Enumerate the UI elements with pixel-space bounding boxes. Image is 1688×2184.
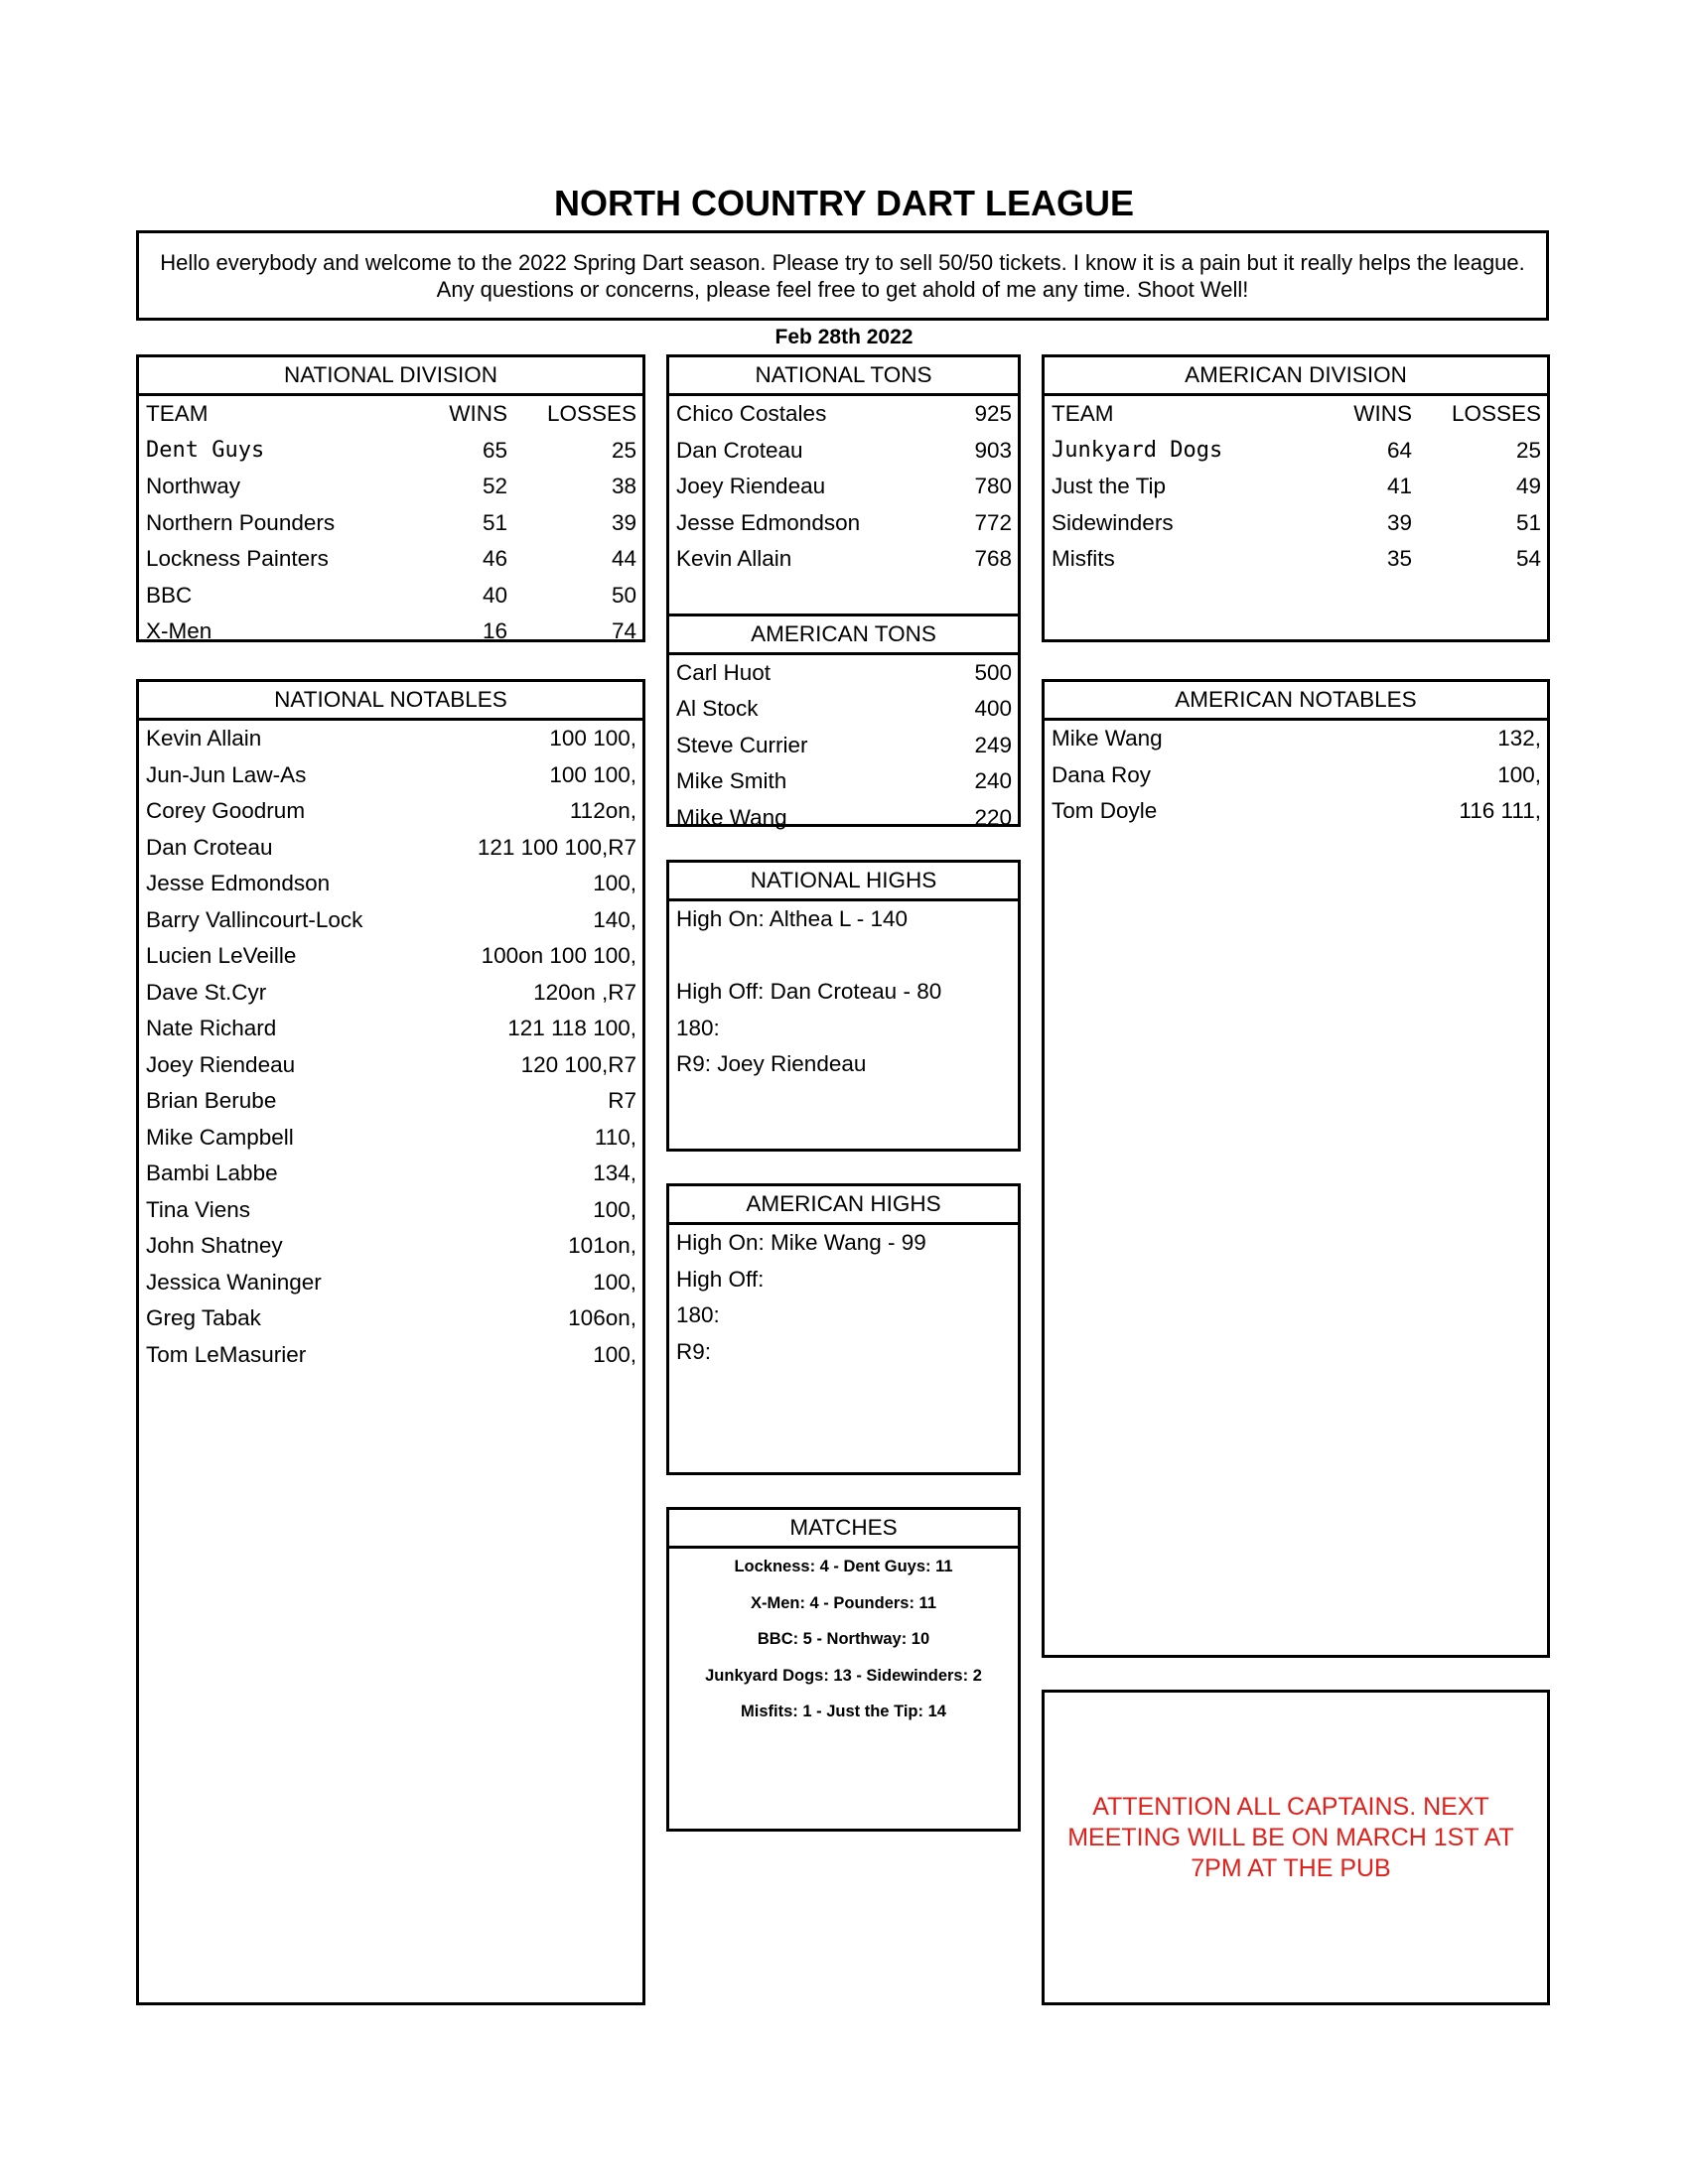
table-row [139,614,642,650]
american-division-columns [1045,396,1547,433]
team-losses: 51 [1515,509,1541,535]
col-wins: WINS [1353,401,1412,426]
team-name: Dent Guys [146,437,265,463]
player-name: Mike Wang [676,804,787,830]
ton-count: 903 [974,437,1012,463]
player-name: Al Stock [676,696,759,721]
list-item [669,691,1018,728]
team-name: Junkyard Dogs [1052,437,1223,463]
team-name: Sidewinders [1052,509,1174,535]
american-highs-header: AMERICAN HIGHS [669,1186,1018,1225]
team-wins: 52 [482,474,507,498]
player-name: Tom Doyle [1052,798,1158,823]
attention-notice: ATTENTION ALL CAPTAINS. NEXT MEETING WILL BE ON MARCH 1ST AT 7PM AT THE PUB [1067,1793,1514,1882]
notable-value: 140, [593,906,636,932]
player-name: Mike Smith [676,768,787,793]
list-item [1045,721,1547,757]
player-name: Tom LeMasurier [146,1341,307,1367]
high-r9: R9: [676,1338,712,1364]
team-wins: 46 [482,546,507,571]
list-item [139,721,642,757]
list-item [139,1337,642,1374]
list-item [139,902,642,939]
player-name: Dave St.Cyr [146,979,267,1005]
team-name: Just the Tip [1052,474,1167,498]
player-name: Greg Tabak [146,1305,261,1330]
col-losses: LOSSES [1451,401,1541,426]
notable-value: R7 [608,1088,636,1113]
high-off: High Off: [676,1266,765,1292]
list-item [139,1192,642,1229]
high-180: 180: [676,1015,720,1040]
team-wins: 40 [482,582,507,608]
table-row [139,433,642,470]
table-row [1045,505,1547,542]
team-wins: 51 [482,509,507,535]
player-name: Jessica Waninger [146,1269,322,1295]
player-name: Chico Costales [676,401,827,426]
page-title: NORTH COUNTRY DART LEAGUE [554,183,1134,223]
player-name: Tina Viens [146,1196,251,1222]
list-item [669,800,1018,837]
table-row [139,578,642,614]
list-item [139,1120,642,1157]
national-notables-header: NATIONAL NOTABLES [139,682,642,721]
national-highs-header: NATIONAL HIGHS [669,863,1018,901]
notable-value: 106on, [568,1305,636,1330]
list-item [139,1083,642,1120]
list-item [669,469,1018,505]
notable-value: 112on, [569,798,636,823]
national-division-table [136,354,645,642]
team-losses: 44 [611,546,636,571]
team-losses: 38 [611,474,636,498]
match-result: Misfits: 1 - Just the Tip: 14 [741,1703,946,1720]
player-name: Lucien LeVeille [146,943,297,968]
list-item [139,757,642,794]
list-item [1045,757,1547,794]
player-name: Carl Huot [676,659,772,685]
ton-count: 500 [974,659,1012,685]
team-wins: 16 [482,618,507,643]
team-name: BBC [146,582,193,608]
notable-value: 100, [593,1269,636,1295]
player-name: Mike Campbell [146,1124,294,1150]
notable-value: 100 100, [549,726,636,751]
list-item [669,728,1018,764]
list-item [139,1228,642,1265]
american-tons-header: AMERICAN TONS [669,614,1018,655]
notable-value: 120 100,R7 [520,1051,636,1077]
high-on: High On: Mike Wang - 99 [676,1230,926,1255]
high-180: 180: [676,1302,720,1327]
player-name: Dan Croteau [146,834,273,860]
player-name: Jesse Edmondson [146,871,331,895]
ton-count: 400 [974,696,1012,721]
team-losses: 39 [611,509,636,535]
list-item [139,1156,642,1192]
american-highs-box [666,1183,1021,1475]
national-tons-header: NATIONAL TONS [669,357,1018,396]
list-item [669,655,1018,692]
notable-value: 121 118 100, [507,1016,636,1040]
high-off: High Off: Dan Croteau - 80 [676,979,942,1004]
list-item [669,541,1018,578]
ton-count: 925 [974,401,1012,426]
table-row [1045,433,1547,470]
notable-value: 121 100 100,R7 [477,834,636,860]
list-item [139,1011,642,1047]
table-row [139,541,642,578]
national-notables-table [136,679,645,2005]
notable-value: 101on, [568,1233,636,1258]
list-item [1045,793,1547,830]
list-item [139,793,642,830]
list-item [669,763,1018,800]
notable-value: 116 111, [1459,798,1541,823]
notable-value: 110, [594,1124,636,1150]
tons-table [666,354,1021,830]
american-division-table [1042,354,1550,642]
team-name: Misfits [1052,546,1115,571]
table-row [139,505,642,542]
player-name: Mike Wang [1052,726,1163,751]
table-row [139,469,642,505]
list-item [139,830,642,867]
list-item [669,505,1018,542]
table-row [1045,469,1547,505]
american-notables-header: AMERICAN NOTABLES [1045,682,1547,721]
american-notables-table [1042,679,1550,1658]
matches-box [666,1507,1021,1832]
ton-count: 768 [974,546,1012,571]
welcome-message: Hello everybody and welcome to the 2022 Spring Dart season. Please try to sell 50/50 tickets. I know it is a pain but it really helps the league. Any questions or concerns, please feel free to get ahold of me any time. Shoot Well! [136,230,1549,321]
ton-count: 772 [974,509,1012,535]
team-wins: 64 [1386,437,1412,463]
team-wins: 65 [482,437,507,463]
notable-value: 100, [593,1196,636,1222]
team-name: Lockness Painters [146,546,329,571]
col-wins: WINS [449,401,507,426]
ton-count: 220 [974,804,1012,830]
player-name: Kevin Allain [676,546,792,571]
list-item [139,938,642,975]
player-name: Dana Roy [1052,761,1152,787]
player-name: Nate Richard [146,1016,277,1040]
col-losses: LOSSES [546,401,636,426]
ton-count: 249 [974,732,1012,757]
high-on: High On: Althea L - 140 [676,906,909,931]
player-name: Jesse Edmondson [676,509,861,535]
team-losses: 50 [611,582,636,608]
col-team: TEAM [146,401,209,426]
player-name: Jun-Jun Law-As [146,761,307,787]
player-name: Corey Goodrum [146,798,306,823]
team-name: Northway [146,474,241,498]
player-name: Kevin Allain [146,726,262,751]
high-r9: R9: Joey Riendeau [676,1051,867,1076]
list-item [139,866,642,902]
player-name: Brian Berube [146,1088,277,1113]
national-division-columns [139,396,642,433]
notable-value: 100, [593,871,636,895]
report-date: Feb 28th 2022 [774,326,914,348]
notable-value: 132, [1497,726,1541,751]
match-result: BBC: 5 - Northway: 10 [757,1630,930,1648]
player-name: Joey Riendeau [146,1051,296,1077]
team-wins: 39 [1386,509,1412,535]
player-name: Joey Riendeau [676,474,826,498]
notable-value: 100 100, [549,761,636,787]
player-name: Barry Vallincourt-Lock [146,906,363,932]
list-item [139,975,642,1012]
team-wins: 41 [1386,474,1412,498]
ton-count: 240 [974,768,1012,793]
player-name: Dan Croteau [676,437,803,463]
team-losses: 49 [1515,474,1541,498]
match-result: X-Men: 4 - Pounders: 11 [750,1593,937,1612]
team-losses: 25 [1515,437,1541,463]
notable-value: 120on ,R7 [533,979,636,1005]
match-result: Junkyard Dogs: 13 - Sidewinders: 2 [705,1666,982,1685]
list-item [139,1265,642,1301]
list-item [669,433,1018,470]
notable-value: 100, [1497,761,1541,787]
team-wins: 35 [1386,546,1412,571]
player-name: John Shatney [146,1233,283,1258]
matches-header: MATCHES [669,1510,1018,1549]
national-division-header: NATIONAL DIVISION [139,357,642,396]
notable-value: 134, [593,1160,636,1185]
player-name: Steve Currier [676,732,808,757]
national-highs-box [666,860,1021,1152]
notable-value: 100on 100 100, [481,943,636,968]
american-division-header: AMERICAN DIVISION [1045,357,1547,396]
team-name: X-Men [146,618,212,643]
ton-count: 780 [974,474,1012,498]
team-losses: 54 [1515,546,1541,571]
col-team: TEAM [1052,401,1114,426]
list-item [139,1300,642,1337]
team-name: Northern Pounders [146,509,336,535]
table-row [1045,541,1547,578]
list-item [669,396,1018,433]
list-item [139,1047,642,1084]
team-losses: 74 [611,618,636,643]
blank-line [669,938,1018,975]
notable-value: 100, [593,1341,636,1367]
player-name: Bambi Labbe [146,1160,278,1185]
team-losses: 25 [611,437,636,463]
match-result: Lockness: 4 - Dent Guys: 11 [734,1558,953,1575]
